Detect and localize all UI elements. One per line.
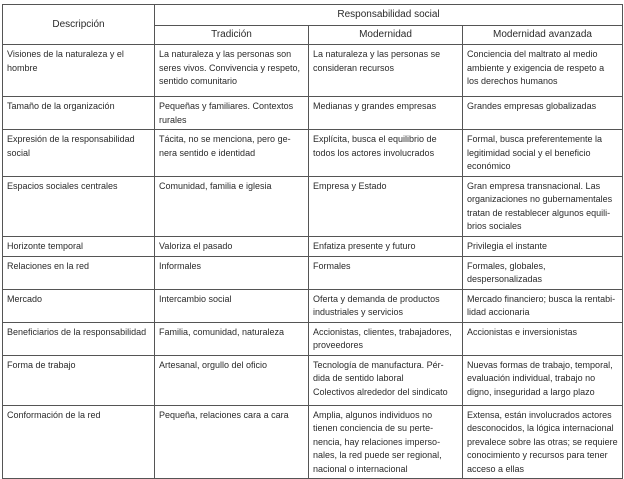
cell-modernidad-avanzada: Extensa, están involucrados actores desconocidos, la lógica internacional prevalece sobre las otras; se requiere conocimiento y recursos para tener acceso a ellas	[463, 405, 623, 479]
table-row	[3, 256, 623, 289]
cell-modernidad-avanzada: Privilegia el instante	[463, 236, 623, 256]
cell-tradicion: Informales	[155, 256, 309, 289]
cell-modernidad-avanzada: Formal, busca preferentemente la legitimidad social y el beneficio económico	[463, 130, 623, 177]
table-row	[3, 236, 623, 256]
row-label: Espacios sociales centrales	[3, 176, 155, 236]
cell-tradicion: Tácita, no se menciona, pero ge- nera sentido e identidad	[155, 130, 309, 177]
cell-tradicion: Valoriza el pasado	[155, 236, 309, 256]
table-row	[3, 355, 623, 405]
cell-modernidad: Tecnología de manufactura. Pér- dida de sentido laboral Colectivos alrededor del sindicato	[309, 355, 463, 405]
cell-modernidad-avanzada: Accionistas e inversionistas	[463, 322, 623, 355]
row-label: Horizonte temporal	[3, 236, 155, 256]
row-label: Relaciones en la red	[3, 256, 155, 289]
cell-tradicion: La naturaleza y las personas son seres vivos. Convivencia y respeto, sentido comunitario	[155, 45, 309, 97]
cell-tradicion: Pequeñas y familiares. Contextos rurales	[155, 97, 309, 130]
cell-modernidad-avanzada: Mercado financiero; busca la rentabi- lidad accionaria	[463, 289, 623, 322]
table-row	[3, 176, 623, 236]
header-group: Responsabilidad social	[155, 5, 623, 26]
cell-modernidad: Oferta y demanda de productos industriales y servicios	[309, 289, 463, 322]
cell-tradicion: Comunidad, familia e iglesia	[155, 176, 309, 236]
table-row	[3, 45, 623, 97]
header-tradicion: Tradición	[155, 26, 309, 45]
cell-tradicion: Pequeña, relaciones cara a cara	[155, 405, 309, 479]
table-row	[3, 130, 623, 177]
cell-modernidad: Enfatiza presente y futuro	[309, 236, 463, 256]
cell-modernidad: Empresa y Estado	[309, 176, 463, 236]
cell-tradicion: Artesanal, orgullo del oficio	[155, 355, 309, 405]
cell-modernidad: La naturaleza y las personas se consideran recursos	[309, 45, 463, 97]
cell-modernidad-avanzada: Nuevas formas de trabajo, temporal, evaluación individual, trabajo no digno, inseguridad a largo plazo	[463, 355, 623, 405]
cell-modernidad-avanzada: Gran empresa transnacional. Las organizaciones no gubernamentales tratan de restablecer algunos equili- brios sociales	[463, 176, 623, 236]
responsabilidad-social-table	[2, 4, 623, 479]
row-label: Visiones de la naturaleza y el hombre	[3, 45, 155, 97]
row-label: Mercado	[3, 289, 155, 322]
header-descripcion: Descripción	[3, 5, 155, 45]
cell-tradicion: Familia, comunidad, naturaleza	[155, 322, 309, 355]
cell-modernidad-avanzada: Grandes empresas globalizadas	[463, 97, 623, 130]
cell-modernidad: Medianas y grandes empresas	[309, 97, 463, 130]
cell-modernidad-avanzada: Conciencia del maltrato al medio ambiente y exigencia de respeto a los derechos humanos	[463, 45, 623, 97]
cell-modernidad: Explícita, busca el equilibrio de todos los actores involucrados	[309, 130, 463, 177]
row-label: Tamaño de la organización	[3, 97, 155, 130]
cell-modernidad: Formales	[309, 256, 463, 289]
table-row	[3, 289, 623, 322]
row-label: Conformación de la red	[3, 405, 155, 479]
cell-modernidad-avanzada: Formales, globales, despersonalizadas	[463, 256, 623, 289]
table-row	[3, 322, 623, 355]
cell-modernidad: Amplia, algunos individuos no tienen conciencia de su perte- nencia, hay relaciones imperso- nales, la red puede ser regional, nacional o internacional	[309, 405, 463, 479]
row-label: Expresión de la responsabilidad social	[3, 130, 155, 177]
table-row	[3, 405, 623, 479]
row-label: Forma de trabajo	[3, 355, 155, 405]
table-row	[3, 97, 623, 130]
row-label: Beneficiarios de la responsabilidad	[3, 322, 155, 355]
header-modernidad: Modernidad	[309, 26, 463, 45]
header-modernidad-avanzada: Modernidad avanzada	[463, 26, 623, 45]
cell-modernidad: Accionistas, clientes, trabajadores, proveedores	[309, 322, 463, 355]
cell-tradicion: Intercambio social	[155, 289, 309, 322]
